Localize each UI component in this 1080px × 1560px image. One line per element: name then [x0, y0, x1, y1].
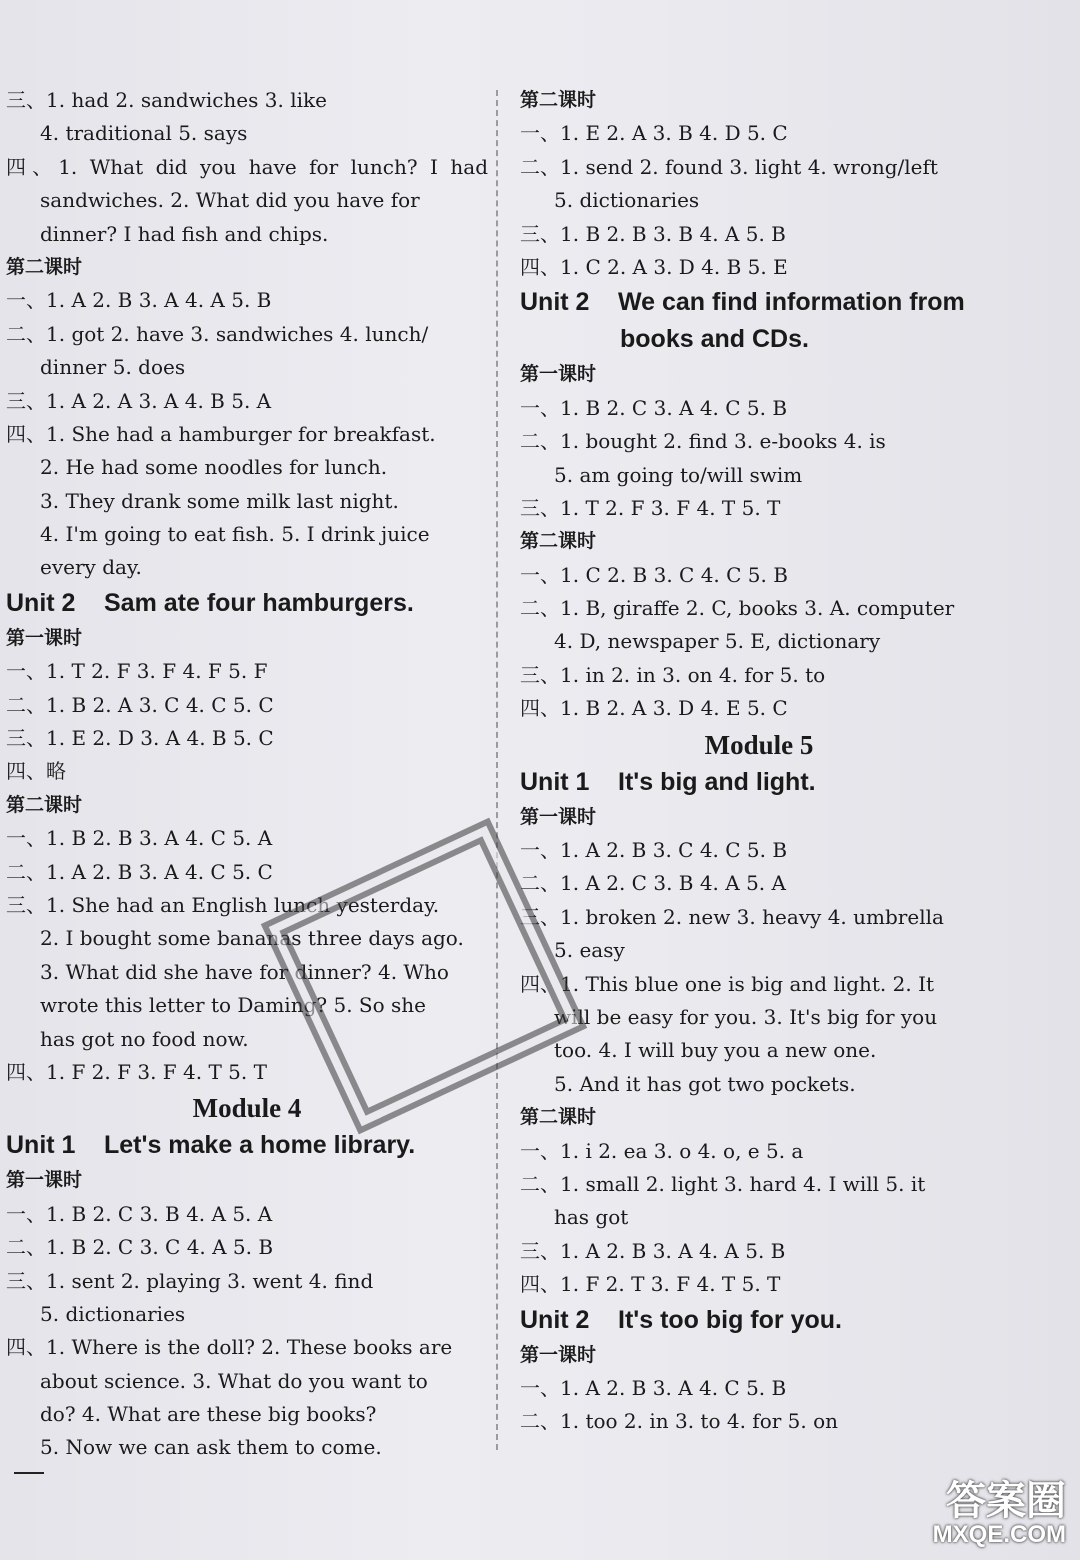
lesson-heading: 第一课时	[520, 805, 597, 828]
unit-label: Unit 1	[520, 767, 590, 796]
answer-line: 三、1. in 2. in 3. on 4. for 5. to	[520, 662, 826, 687]
unit-title-continued: books and CDs.	[620, 325, 809, 354]
answer-line: 三、1. E 2. D 3. A 4. B 5. C	[6, 726, 274, 751]
answer-line: 二、1. B, giraffe 2. C, books 3. A. computer	[520, 596, 955, 621]
right-column	[520, 84, 998, 1439]
answer-line: 三、1. A 2. B 3. A 4. A 5. B	[520, 1238, 786, 1263]
answer-line: 四、1. B 2. A 3. D 4. E 5. C	[520, 696, 788, 721]
answer-line: 5. dictionaries	[554, 188, 700, 213]
answer-line: 一、1. B 2. C 3. A 4. C 5. B	[520, 395, 788, 420]
answer-line: 三、1. had 2. sandwiches 3. like	[6, 88, 327, 112]
answer-line: 三、1. She had an English lunch yesterday.	[6, 892, 440, 917]
answer-line: 一、1. A 2. B 3. A 4. C 5. B	[520, 1375, 787, 1400]
unit-title: We can find information from	[618, 288, 965, 317]
answer-line: 3. They drank some milk last night.	[40, 488, 399, 513]
answer-line: 四、1. This blue one is big and light. 2. It	[520, 971, 935, 996]
answer-line: do? 4. What are these big books?	[40, 1402, 377, 1427]
answer-line: has got	[554, 1205, 629, 1230]
answer-line: 一、1. A 2. B 3. C 4. C 5. B	[520, 838, 788, 863]
answer-line: 4. D, newspaper 5. E, dictionary	[554, 629, 881, 654]
answer-line: 二、1. B 2. C 3. C 4. A 5. B	[6, 1235, 274, 1260]
answer-line: sandwiches. 2. What did you have for	[40, 188, 420, 213]
unit-title: Sam ate four hamburgers.	[104, 588, 414, 617]
lesson-heading: 第一课时	[520, 1343, 597, 1366]
lesson-heading: 第二课时	[6, 255, 83, 278]
unit-title: Let's make a home library.	[104, 1131, 416, 1160]
watermark-small-text: MXQE.COM	[932, 1521, 1066, 1548]
answer-line: 二、1. A 2. C 3. B 4. A 5. A	[520, 871, 786, 896]
answer-line: 一、1. A 2. B 3. A 4. A 5. B	[6, 288, 272, 313]
unit-label: Unit 1	[6, 1131, 76, 1160]
answer-line: 二、1. got 2. have 3. sandwiches 4. lunch/	[6, 321, 429, 346]
module-heading: Module 4	[192, 1093, 302, 1124]
unit-heading	[6, 585, 488, 622]
answer-line: wrote this letter to Daming? 5. So she	[40, 993, 426, 1018]
answer-line: 5. Now we can ask them to come.	[40, 1435, 382, 1460]
answer-line: dinner 5. does	[40, 355, 186, 380]
unit-heading	[520, 284, 998, 321]
answer-line: will be easy for you. 3. It's big for you	[554, 1004, 938, 1029]
lesson-heading: 第一课时	[6, 626, 83, 649]
answer-line: 四、1. F 2. T 3. F 4. T 5. T	[520, 1272, 781, 1297]
answer-line: 4. I'm going to eat fish. 5. I drink juice	[40, 522, 430, 547]
unit-heading	[520, 764, 998, 801]
site-watermark-logo	[933, 1480, 1066, 1548]
answer-line: 2. He had some noodles for lunch.	[40, 455, 388, 480]
answer-line: 2. I bought some bananas three days ago.	[40, 926, 464, 951]
answer-line: 三、1. T 2. F 3. F 4. T 5. T	[520, 495, 781, 520]
answer-line: 一、1. i 2. ea 3. o 4. o, e 5. a	[520, 1138, 804, 1163]
lesson-heading: 第一课时	[520, 363, 597, 386]
answer-line: 二、1. send 2. found 3. light 4. wrong/left	[520, 154, 938, 179]
answer-line: 四、略	[6, 759, 66, 784]
answer-line: 一、1. B 2. C 3. B 4. A 5. A	[6, 1201, 273, 1226]
answer-line: 四、1. F 2. F 3. F 4. T 5. T	[6, 1059, 267, 1084]
answer-line: 二、1. B 2. A 3. C 4. C 5. C	[6, 692, 274, 717]
lesson-heading: 第二课时	[520, 530, 597, 553]
lesson-heading: 第二课时	[6, 793, 83, 816]
page-number-rule	[14, 1472, 44, 1474]
answer-line: 三、1. sent 2. playing 3. went 4. find	[6, 1268, 374, 1293]
answer-line: about science. 3. What do you want to	[40, 1368, 428, 1393]
answer-line: 一、1. C 2. B 3. C 4. C 5. B	[520, 562, 788, 587]
answer-line: 一、1. B 2. B 3. A 4. C 5. A	[6, 826, 273, 851]
answer-line: 二、1. bought 2. find 3. e-books 4. is	[520, 429, 886, 454]
answer-line: 一、1. T 2. F 3. F 4. F 5. F	[6, 659, 268, 684]
lesson-heading: 第一课时	[6, 1169, 83, 1192]
answer-line: 5. am going to/will swim	[554, 462, 803, 487]
answer-line: 5. dictionaries	[40, 1301, 186, 1326]
answer-line: 四、1. What did you have for lunch? I had	[6, 154, 488, 179]
unit-heading	[6, 1127, 488, 1164]
answer-line: dinner? I had fish and chips.	[40, 221, 329, 246]
answer-line: 四、1. She had a hamburger for breakfast.	[6, 421, 436, 446]
answer-line: every day.	[40, 555, 142, 580]
answer-line: 三、1. broken 2. new 3. heavy 4. umbrella	[520, 904, 944, 929]
answer-line: 二、1. too 2. in 3. to 4. for 5. on	[520, 1409, 839, 1434]
answer-line: 三、1. B 2. B 3. B 4. A 5. B	[520, 221, 786, 246]
module-heading: Module 5	[704, 729, 814, 760]
lesson-heading: 第二课时	[520, 89, 597, 111]
answer-line: 4. traditional 5. says	[40, 121, 248, 146]
left-column	[6, 84, 488, 1465]
unit-label: Unit 2	[6, 588, 76, 617]
answer-line: 四、1. C 2. A 3. D 4. B 5. E	[520, 254, 788, 279]
answer-line: 5. easy	[554, 938, 625, 963]
answer-line: 二、1. A 2. B 3. A 4. C 5. C	[6, 859, 273, 884]
answer-line: 一、1. E 2. A 3. B 4. D 5. C	[520, 121, 788, 146]
column-divider	[496, 90, 498, 1450]
answer-line: 三、1. A 2. A 3. A 4. B 5. A	[6, 388, 272, 413]
unit-title: It's big and light.	[618, 767, 816, 796]
answer-line: has got no food now.	[40, 1026, 249, 1051]
answer-line: 四、1. Where is the doll? 2. These books are	[6, 1335, 453, 1360]
answer-line: 3. What did she have for dinner? 4. Who	[40, 959, 449, 984]
lesson-heading: 第二课时	[520, 1106, 597, 1129]
answer-line: 二、1. small 2. light 3. hard 4. I will 5. it	[520, 1171, 926, 1196]
unit-label: Unit 2	[520, 288, 590, 317]
unit-title: It's too big for you.	[618, 1305, 842, 1334]
unit-heading	[520, 1302, 998, 1339]
answer-line: too. 4. I will buy you a new one.	[554, 1038, 877, 1063]
watermark-big-text: 答案圈	[946, 1479, 1066, 1523]
answer-line: 5. And it has got two pockets.	[554, 1071, 856, 1096]
unit-label: Unit 2	[520, 1305, 590, 1334]
